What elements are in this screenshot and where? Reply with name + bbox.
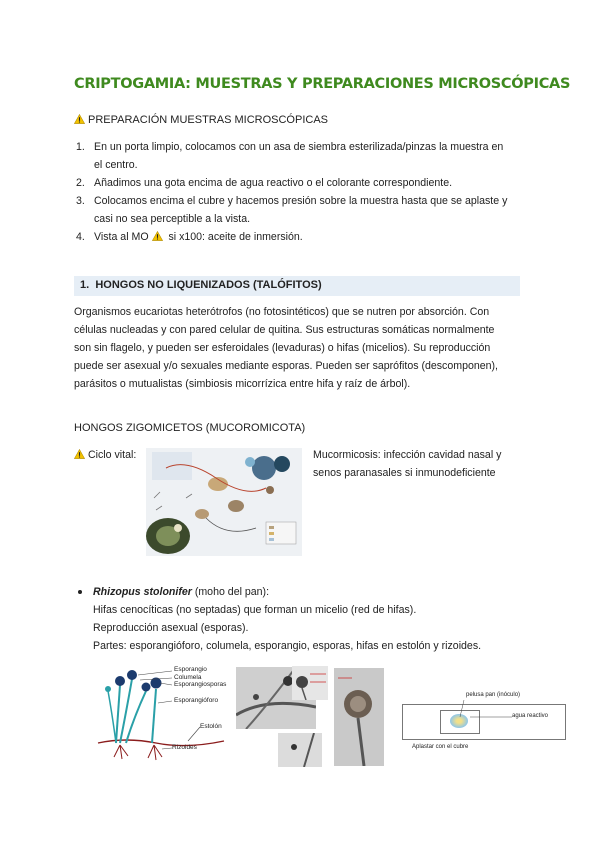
section-heading: 1. HONGOS NO LIQUENIZADOS (TALÓFITOS) [80,279,322,291]
warning-icon [74,114,85,124]
slide-label-bottom: Aplastar con el cubre [412,744,469,750]
list-item: 3. Colocamos encima el cubre y hacemos presión sobre la muestra hasta que se aplaste y casi no sea perceptible a la vista. [76,195,508,225]
bullet [78,590,82,594]
section-paragraph: Organismos eucariotas heterótrofos (no fotosintéticos) que se nutren por absorción. Con células nucleadas y con pared celular de quitina. Sus estructuras somáticas normalmente son sin flagelo, y pueden ser esferoidales (levaduras) o hifas (micelios). Su reproducción puede ser asexual y/o sexuales mediante esporas. Pueden ser saprófitos (descomponen), parásitos o mutualistas (simbiosis micorrízica entre hifa y raíz de árbol). [74,306,498,390]
life-cycle-figure [146,448,302,556]
label-rizoides: Rizoides [172,744,197,751]
label-estolon: Estolón [200,723,222,730]
list-item: 2. Añadimos una gota encima de agua reactivo o el colorante correspondiente. [76,177,453,189]
prep-heading-text: PREPARACIÓN MUESTRAS MICROSCÓPICAS [88,114,328,126]
slide-leader-lines [456,697,526,721]
zigo-heading: HONGOS ZIGOMICETOS (MUCOROMICOTA) [74,422,306,434]
ciclo-label: Ciclo vital: [74,446,136,464]
rhizopus-block: Rhizopus stolonifer (moho del pan): Hifas cenocíticas (no septadas) que forman un micelio (red de hifas). Reproducción asexual (esporas). Partes: esporangióforo, columela, esporangio, esporas, hifas en estolón y rizoides. [93,586,482,652]
label-esporangioforo: Esporangióforo [174,697,219,704]
list-item: 4. Vista al MO si x100: aceite de inmersión. [76,231,303,243]
micrograph-4 [334,668,384,766]
prep-heading [74,114,328,126]
warning-icon [74,449,85,459]
slide-label-top: pelusa pan (inóculo) [466,692,521,698]
life-cycle-diagram [146,448,302,556]
warning-icon [152,231,163,241]
list-item: 1. En un porta limpio, colocamos con un asa de siembra esterilizada/pinzas la muestra en el centro. [76,141,504,171]
page-title: CRIPTOGAMIA: MUESTRAS Y PREPARACIONES MICROSCÓPICAS [74,76,571,92]
species-name: Rhizopus stolonifer [93,586,192,598]
slide-label-right: agua reactivo [512,713,549,719]
micrograph-2 [278,733,322,767]
prep-steps [76,138,536,246]
micrograph-3 [292,666,328,700]
rhizopus-diagram [96,663,226,761]
mucormicosis-note: Mucormicosis: infección cavidad nasal y senos paranasales si inmunodeficiente [313,449,502,479]
diagram-labels: Esporangio Columela Esporangiosporas [174,666,227,688]
